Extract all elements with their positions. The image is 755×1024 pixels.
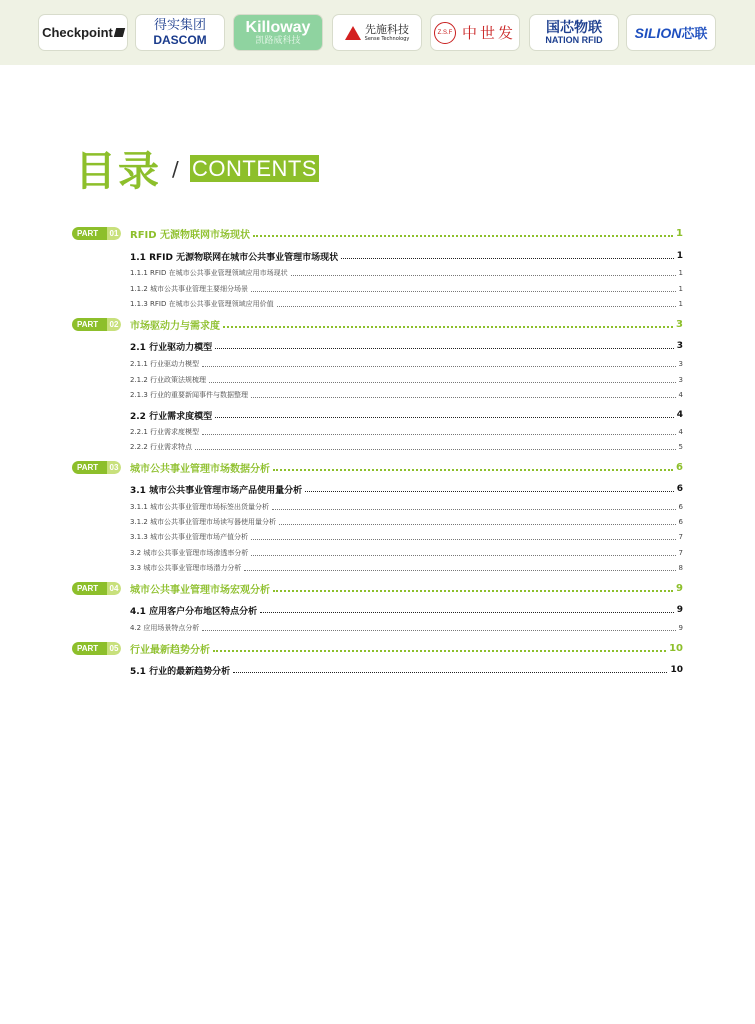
part-badge-label: PART [72,318,107,331]
toc-entry[interactable] [130,561,683,575]
toc-entry[interactable] [130,339,683,353]
toc-page-number: 9 [676,605,683,615]
toc-entry-title: 2.1.3 行业的重要新闻事件与数据整理 [130,391,249,399]
toc-page-number: 5 [678,443,683,451]
toc-page-number: 6 [678,503,683,511]
toc-dot-leader [251,396,675,398]
toc-entry-title: 1.1.3 RFID 在城市公共事业管理领域应用价值 [130,300,274,308]
toc-entry-title: 3.1.3 城市公共事业管理市场产值分析 [130,533,249,541]
toc-entry-title: 2.2 行业需求度模型 [130,411,213,422]
toc-entry[interactable] [130,530,683,544]
toc-entry-title: 4.1 应用客户分布地区特点分析 [130,606,258,617]
toc-page-number: 7 [678,533,683,541]
part-badge-number: 01 [107,227,121,240]
toc-entry-title: 4.2 应用场景特点分析 [130,624,200,632]
toc-page-number: 1 [678,300,683,308]
zsf-logo: Z.S.F 中世发 [430,14,520,51]
toc-dot-leader [233,671,667,673]
toc-entry[interactable] [130,266,683,280]
toc-page-number: 6 [678,518,683,526]
toc-dot-leader [202,365,675,367]
killoway-logo: Killoway 凯路威科技 [233,14,323,51]
toc-page-number: 1 [678,269,683,277]
toc-entry[interactable] [130,425,683,439]
toc-page-number: 6 [676,484,683,494]
sense-triangle-icon [345,26,361,40]
contents-title-zh: 目录 [75,147,161,195]
toc-entry[interactable] [130,621,683,635]
zsf-circle-icon: Z.S.F [434,22,456,44]
toc-entry[interactable] [130,282,683,296]
toc-entry[interactable] [130,249,683,263]
toc-dot-leader [260,611,674,613]
toc-entry-title: 2.1.2 行业政策法规梳理 [130,376,207,384]
toc-entry[interactable] [130,297,683,311]
toc-entry-title: 3.3 城市公共事业管理市场潜力分析 [130,564,242,572]
toc-entry-title: 3.1 城市公共事业管理市场产品使用量分析 [130,485,303,496]
toc-entry-title: 3.1.2 城市公共事业管理市场读写器使用量分析 [130,518,277,526]
toc-dot-leader [277,305,676,307]
dascom-logo: 得实集团 DASCOM [135,14,225,51]
part-badge-label: PART [72,461,107,474]
toc-entry-title: 行业最新趋势分析 [130,644,210,656]
checkpoint-mark-icon [114,28,125,37]
toc-page-number: 10 [670,665,683,675]
toc-page-number: 3 [678,376,683,384]
toc-dot-leader [251,554,675,556]
toc-entry-title: 3.2 城市公共事业管理市场渗透率分析 [130,549,249,557]
toc-entry[interactable] [130,581,683,595]
toc-entry-title: 2.2.2 行业需求特点 [130,443,193,451]
toc-dot-leader [273,468,673,471]
toc-entry-title: 1.1.2 城市公共事业管理主要细分场景 [130,285,249,293]
toc-entry[interactable] [130,641,683,655]
toc-dot-leader [253,234,673,237]
toc-entry[interactable] [130,408,683,422]
toc-entry[interactable] [130,515,683,529]
toc-entry[interactable] [130,546,683,560]
toc-dot-leader [273,589,673,592]
toc-page-number: 4 [676,410,683,420]
part-badge-number: 03 [107,461,121,474]
checkpoint-logo: Checkpoint [38,14,128,51]
part-badge-label: PART [72,582,107,595]
toc-page-number: 4 [678,428,683,436]
contents-title-en: CONTENTS [192,156,317,181]
silion-logo: SILION 芯联 [626,14,716,51]
toc-entry[interactable] [130,373,683,387]
toc-page-number: 1 [678,285,683,293]
part-badge [72,582,121,595]
toc-dot-leader [202,433,675,435]
toc-entry-title: 2.1 行业驱动力模型 [130,342,213,353]
part-badge [72,461,121,474]
toc-entry[interactable] [130,603,683,617]
toc-page-number: 8 [678,564,683,572]
sense-logo: 先施科技 Sense Technology [332,14,422,51]
toc-entry-title: 城市公共事业管理市场数据分析 [130,463,270,475]
toc-dot-leader [215,416,674,418]
toc-entry[interactable] [130,440,683,454]
toc-entry[interactable] [130,460,683,474]
toc-entry-title: 2.2.1 行业需求度模型 [130,428,200,436]
toc-dot-leader [215,347,674,349]
toc-dot-leader [279,523,675,525]
part-badge [72,318,121,331]
part-badge-number: 05 [107,642,121,655]
toc-dot-leader [251,290,675,292]
toc-entry[interactable] [130,226,683,240]
nation-rfid-logo: 国芯物联 NATION RFID [529,14,619,51]
toc-page-number: 3 [676,318,683,330]
toc-dot-leader [305,490,674,492]
toc-dot-leader [272,508,675,510]
toc-entry-title: 城市公共事业管理市场宏观分析 [130,584,270,596]
toc-page-number: 3 [678,360,683,368]
toc-entry-title: 5.1 行业的最新趋势分析 [130,666,231,677]
toc-page-number: 9 [678,624,683,632]
toc-page-number: 3 [676,341,683,351]
toc-entry[interactable] [130,317,683,331]
toc-dot-leader [341,257,674,259]
part-badge [72,642,121,655]
part-badge-number: 04 [107,582,121,595]
toc-entry[interactable] [130,482,683,496]
toc-entry-title: 3.1.1 城市公共事业管理市场标签出货量分析 [130,503,270,511]
part-badge [72,227,121,240]
toc-dot-leader [209,381,675,383]
toc-dot-leader [291,274,676,276]
toc-dot-leader [195,448,675,450]
toc-entry-title: 1.1.1 RFID 在城市公共事业管理领域应用市场现状 [130,269,288,277]
toc-page-number: 6 [676,461,683,473]
toc-dot-leader [251,538,675,540]
toc-dot-leader [202,629,675,631]
toc-page-number: 9 [676,582,683,594]
toc-entry[interactable] [130,663,683,677]
toc-page-number: 1 [676,227,683,239]
toc-page-number: 4 [678,391,683,399]
toc-entry-title: 市场驱动力与需求度 [130,320,220,332]
sponsor-logo-bar [0,0,755,65]
part-badge-label: PART [72,642,107,655]
toc-entry-title: 1.1 RFID 无源物联网在城市公共事业管理市场现状 [130,252,339,263]
toc-dot-leader [244,569,675,571]
toc-dot-leader [223,325,673,328]
toc-page-number: 7 [678,549,683,557]
toc-entry[interactable] [130,357,683,371]
toc-entry[interactable] [130,388,683,402]
part-badge-number: 02 [107,318,121,331]
toc-page-number: 1 [676,251,683,261]
toc-entry-title: 2.1.1 行业驱动力模型 [130,360,200,368]
toc-entry[interactable] [130,500,683,514]
toc-dot-leader [213,649,666,652]
contents-title-separator: / [172,157,179,181]
toc-entry-title: RFID 无源物联网市场现状 [130,229,251,241]
toc-page-number: 10 [669,642,683,654]
part-badge-label: PART [72,227,107,240]
